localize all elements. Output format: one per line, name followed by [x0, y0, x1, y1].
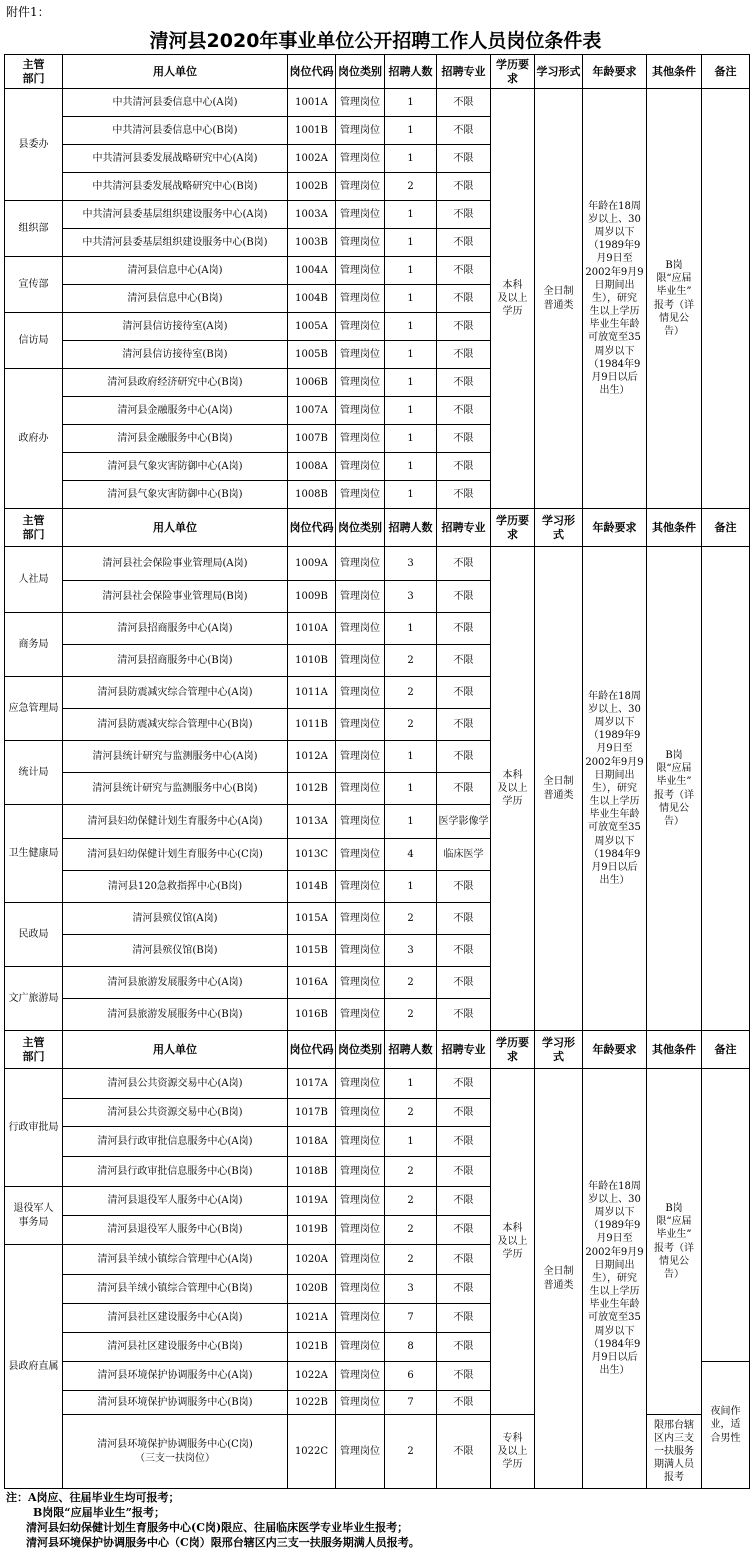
table-cell-type: 管理岗位 [335, 480, 385, 509]
table-cell-code: 1016B [287, 998, 336, 1031]
table-cell-count: 2 [384, 998, 437, 1031]
table-cell-age: 年龄在18周 岁以上、30 周岁以下 （1989年9 月9日至 2002年9月9 日期间出 生），研究 生以上学历 毕业生年龄 可放宽至35 周岁以下 （1984年9 月9日以后 出生） [582, 546, 647, 1031]
table-cell-type: 管理岗位 [335, 1215, 385, 1245]
table-cell-major: 不限 [436, 1274, 491, 1304]
table-cell-code: 1019B [287, 1215, 336, 1245]
table-cell-dept: 县政府直属 [4, 1244, 63, 1489]
table-cell-study: 全日制 普通类 [534, 546, 583, 1031]
table-cell-unit: 中共清河县委发展战略研究中心(B岗) [62, 172, 288, 201]
table-cell-unit: 清河县羊绒小镇综合管理中心(B岗) [62, 1274, 288, 1304]
table-cell-code: 1001A [287, 88, 336, 117]
table-cell-count: 3 [384, 1274, 437, 1304]
table-cell-dept: 商务局 [4, 612, 63, 677]
table-cell-major: 不限 [436, 580, 491, 613]
table-cell-dept: 人社局 [4, 546, 63, 613]
table-cell-type: 管理岗位 [335, 256, 385, 285]
table-cell-unit: 清河县环境保护协调服务中心(A岗) [62, 1361, 288, 1391]
table-cell-type: 管理岗位 [335, 838, 385, 871]
table-cell-code: 1022A [287, 1361, 336, 1391]
header-major: 招聘专业 [436, 54, 491, 89]
table-cell-count: 1 [384, 340, 437, 369]
table-cell-type: 管理岗位 [335, 998, 385, 1031]
table-cell-major: 不限 [436, 1244, 491, 1275]
table-cell-count: 2 [384, 1098, 437, 1127]
table-cell-code: 1011B [287, 708, 336, 741]
table-cell-major: 不限 [436, 452, 491, 481]
table-cell-count: 2 [384, 1215, 437, 1245]
table-cell-count: 3 [384, 546, 437, 581]
table-cell-major: 不限 [436, 480, 491, 509]
header-remark: 备注 [701, 1030, 750, 1069]
table-cell-major: 不限 [436, 1332, 491, 1362]
table-cell-major: 不限 [436, 612, 491, 645]
table-cell-code: 1006B [287, 368, 336, 397]
table-cell-dept: 文广旅游局 [4, 966, 63, 1031]
table-cell-count: 1 [384, 256, 437, 285]
header-code: 岗位代码 [287, 1030, 336, 1069]
header-code: 岗位代码 [287, 54, 336, 89]
table-cell-unit: 清河县环境保护协调服务中心(B岗) [62, 1390, 288, 1415]
table-cell-type: 管理岗位 [335, 902, 385, 935]
table-cell-code: 1007B [287, 424, 336, 453]
table-cell-major: 不限 [436, 676, 491, 709]
table-cell-type: 管理岗位 [335, 1186, 385, 1216]
table-cell-major: 不限 [436, 1186, 491, 1216]
table-cell-unit: 中共清河县委基层组织建设服务中心(B岗) [62, 228, 288, 257]
header-type: 岗位类别 [335, 1030, 385, 1069]
table-cell-unit: 清河县信息中心(A岗) [62, 256, 288, 285]
table-cell-remark: 夜间作 业，适 合男性 [701, 1361, 750, 1489]
table-cell-type: 管理岗位 [335, 452, 385, 481]
table-cell-unit: 中共清河县委信息中心(B岗) [62, 116, 288, 145]
header-dept: 主管 部门 [4, 54, 63, 89]
table-cell-type: 管理岗位 [335, 88, 385, 117]
table-cell-count: 6 [384, 1361, 437, 1391]
table-cell-code: 1005B [287, 340, 336, 369]
header-type: 岗位类别 [335, 54, 385, 89]
table-cell-major: 不限 [436, 116, 491, 145]
table-cell-unit: 清河县气象灾害防御中心(B岗) [62, 480, 288, 509]
table-cell-major: 不限 [436, 312, 491, 341]
table-cell-type: 管理岗位 [335, 708, 385, 741]
header-major: 招聘专业 [436, 1030, 491, 1069]
note-line: 清河县妇幼保健计划生育服务中心(C岗)限应、往届临床医学专业毕业生报考； [26, 1521, 409, 1534]
table-cell-type: 管理岗位 [335, 312, 385, 341]
table-cell-unit: 清河县行政审批信息服务中心(A岗) [62, 1126, 288, 1157]
table-cell-unit: 清河县行政审批信息服务中心(B岗) [62, 1156, 288, 1187]
table-cell-count: 2 [384, 676, 437, 709]
table-cell-type: 管理岗位 [335, 1244, 385, 1275]
header-dept: 主管 部门 [4, 1030, 63, 1069]
table-cell-code: 1022B [287, 1390, 336, 1415]
table-cell-major: 不限 [436, 172, 491, 201]
table-cell-major: 不限 [436, 228, 491, 257]
table-cell-count: 1 [384, 740, 437, 773]
table-cell-major: 不限 [436, 256, 491, 285]
header-other: 其他条件 [646, 1030, 702, 1069]
header-study: 学习形式 [534, 54, 583, 89]
table-cell-type: 管理岗位 [335, 1361, 385, 1391]
table-cell-code: 1003B [287, 228, 336, 257]
table-cell-unit: 清河县妇幼保健计划生育服务中心(C岗) [62, 838, 288, 871]
table-cell-study: 全日制 普通类 [534, 1068, 583, 1489]
table-cell-count: 2 [384, 172, 437, 201]
header-major: 招聘专业 [436, 508, 491, 547]
table-cell-type: 管理岗位 [335, 368, 385, 397]
table-cell-type: 管理岗位 [335, 1156, 385, 1187]
table-cell-type: 管理岗位 [335, 200, 385, 229]
table-cell-other: B岗 限“应届 毕业生” 报考（详 情见公 告） [646, 1068, 702, 1415]
table-cell-dept: 统计局 [4, 740, 63, 805]
table-cell-unit: 中共清河县委信息中心(A岗) [62, 88, 288, 117]
table-cell-code: 1002A [287, 144, 336, 173]
table-cell-count: 7 [384, 1303, 437, 1333]
table-cell-count: 1 [384, 312, 437, 341]
table-cell-unit: 清河县羊绒小镇综合管理中心(A岗) [62, 1244, 288, 1275]
table-cell-code: 1008A [287, 452, 336, 481]
table-cell-remark [701, 546, 750, 1031]
table-cell-type: 管理岗位 [335, 804, 385, 839]
table-cell-major: 不限 [436, 870, 491, 903]
header-other: 其他条件 [646, 54, 702, 89]
table-cell-count: 3 [384, 934, 437, 967]
table-cell-unit: 清河县防震减灾综合管理中心(B岗) [62, 708, 288, 741]
table-cell-edu: 本科 及以上 学历 [490, 546, 535, 1031]
table-cell-dept: 应急管理局 [4, 676, 63, 741]
table-cell-unit: 清河县金融服务中心(B岗) [62, 424, 288, 453]
table-cell-type: 管理岗位 [335, 644, 385, 677]
table-cell-unit: 清河县社区建设服务中心(B岗) [62, 1332, 288, 1362]
table-cell-unit: 清河县统计研究与监测服务中心(A岗) [62, 740, 288, 773]
table-cell-unit: 清河县信息中心(B岗) [62, 284, 288, 313]
table-cell-count: 2 [384, 708, 437, 741]
header-remark: 备注 [701, 54, 750, 89]
note-line: 注：A岗应、往届毕业生均可报考； [6, 1491, 180, 1504]
table-cell-type: 管理岗位 [335, 340, 385, 369]
table-cell-type: 管理岗位 [335, 870, 385, 903]
table-cell-code: 1017A [287, 1068, 336, 1099]
table-cell-remark [701, 1068, 750, 1362]
table-cell-count: 1 [384, 612, 437, 645]
table-cell-type: 管理岗位 [335, 284, 385, 313]
header-age: 年龄要求 [582, 54, 647, 89]
table-cell-major: 不限 [436, 396, 491, 425]
table-cell-type: 管理岗位 [335, 1098, 385, 1127]
table-cell-other: B岗 限“应届 毕业生” 报考（详 情见公 告） [646, 88, 702, 509]
table-cell-major: 不限 [436, 1361, 491, 1391]
table-cell-count: 1 [384, 772, 437, 805]
table-cell-code: 1012A [287, 740, 336, 773]
table-cell-code: 1004B [287, 284, 336, 313]
table-cell-code: 1018B [287, 1156, 336, 1187]
table-cell-unit: 清河县殡仪馆(B岗) [62, 934, 288, 967]
table-cell-code: 1021A [287, 1303, 336, 1333]
table-cell-unit: 清河县招商服务中心(B岗) [62, 644, 288, 677]
table-cell-type: 管理岗位 [335, 966, 385, 999]
table-cell-count: 2 [384, 902, 437, 935]
table-cell-dept: 信访局 [4, 312, 63, 369]
table-cell-count: 1 [384, 804, 437, 839]
table-cell-code: 1011A [287, 676, 336, 709]
table-cell-age: 年龄在18周 岁以上、30 周岁以下 （1989年9 月9日至 2002年9月9 日期间出 生），研究 生以上学历 毕业生年龄 可放宽至35 周岁以下 （1984年9 月9日以后 出生） [582, 88, 647, 509]
table-cell-age: 年龄在18周 岁以上、30 周岁以下 （1989年9 月9日至 2002年9月9 日期间出 生），研究 生以上学历 毕业生年龄 可放宽至35 周岁以下 （1984年9 月9日以后 出生） [582, 1068, 647, 1489]
table-cell-count: 1 [384, 116, 437, 145]
table-cell-unit: 清河县气象灾害防御中心(A岗) [62, 452, 288, 481]
table-cell-major: 不限 [436, 144, 491, 173]
table-cell-unit: 清河县政府经济研究中心(B岗) [62, 368, 288, 397]
table-cell-major: 不限 [436, 998, 491, 1031]
table-cell-count: 2 [384, 1244, 437, 1275]
header-count: 招聘人数 [384, 1030, 437, 1069]
table-cell-major: 不限 [436, 1303, 491, 1333]
table-cell-code: 1020B [287, 1274, 336, 1304]
table-cell-unit: 清河县统计研究与监测服务中心(B岗) [62, 772, 288, 805]
table-cell-dept: 民政局 [4, 902, 63, 967]
table-cell-code: 1015B [287, 934, 336, 967]
table-cell-code: 1013A [287, 804, 336, 839]
header-age: 年龄要求 [582, 1030, 647, 1069]
table-cell-major: 不限 [436, 934, 491, 967]
table-cell-major: 医学影像学 [436, 804, 491, 839]
table-cell-major: 不限 [436, 772, 491, 805]
table-cell-unit: 中共清河县委发展战略研究中心(A岗) [62, 144, 288, 173]
table-cell-code: 1010A [287, 612, 336, 645]
table-cell-major: 不限 [436, 1215, 491, 1245]
table-cell-edu: 专科 及以上 学历 [490, 1414, 535, 1489]
table-cell-type: 管理岗位 [335, 116, 385, 145]
table-cell-count: 1 [384, 480, 437, 509]
table-cell-code: 1003A [287, 200, 336, 229]
notes [6, 1490, 746, 1550]
table-cell-code: 1018A [287, 1126, 336, 1157]
table-cell-remark [701, 88, 750, 509]
table-cell-code: 1022C [287, 1414, 336, 1489]
table-cell-count: 1 [384, 144, 437, 173]
table-cell-dept: 行政审批局 [4, 1068, 63, 1187]
table-cell-type: 管理岗位 [335, 396, 385, 425]
table-cell-code: 1017B [287, 1098, 336, 1127]
header-edu: 学历要 求 [490, 1030, 535, 1069]
table-cell-count: 1 [384, 396, 437, 425]
table-cell-type: 管理岗位 [335, 740, 385, 773]
table-cell-code: 1010B [287, 644, 336, 677]
table-cell-dept: 组织部 [4, 200, 63, 257]
table-cell-major: 不限 [436, 902, 491, 935]
table-cell-unit: 清河县旅游发展服务中心(B岗) [62, 998, 288, 1031]
table-cell-type: 管理岗位 [335, 546, 385, 581]
table-cell-unit: 清河县120急救指挥中心(B岗) [62, 870, 288, 903]
table-cell-count: 2 [384, 1156, 437, 1187]
table-cell-major: 不限 [436, 644, 491, 677]
table-cell-count: 1 [384, 870, 437, 903]
table-cell-count: 1 [384, 1068, 437, 1099]
table-cell-unit: 清河县妇幼保健计划生育服务中心(A岗) [62, 804, 288, 839]
table-cell-type: 管理岗位 [335, 172, 385, 201]
table-cell-dept: 县委办 [4, 88, 63, 201]
table-cell-unit: 清河县社区建设服务中心(A岗) [62, 1303, 288, 1333]
table-cell-unit: 清河县社会保险事业管理局(A岗) [62, 546, 288, 581]
table-cell-other: B岗 限“应届 毕业生” 报考（详 情见公 告） [646, 546, 702, 1031]
table-cell-unit: 清河县环境保护协调服务中心(C岗) （三支一扶岗位） [62, 1414, 288, 1489]
table-cell-count: 2 [384, 966, 437, 999]
table-cell-dept: 卫生健康局 [4, 804, 63, 903]
table-cell-major: 不限 [436, 1390, 491, 1415]
table-cell-unit: 清河县殡仪馆(A岗) [62, 902, 288, 935]
table-cell-dept: 宣传部 [4, 256, 63, 313]
table-cell-major: 不限 [436, 1098, 491, 1127]
table-cell-unit: 清河县公共资源交易中心(A岗) [62, 1068, 288, 1099]
attachment-label: 附件1： [6, 5, 50, 19]
table-cell-type: 管理岗位 [335, 676, 385, 709]
header-edu: 学历要 求 [490, 508, 535, 547]
table-cell-count: 1 [384, 228, 437, 257]
table-cell-type: 管理岗位 [335, 580, 385, 613]
table-cell-code: 1020A [287, 1244, 336, 1275]
table-cell-code: 1016A [287, 966, 336, 999]
table-cell-unit: 中共清河县委基层组织建设服务中心(A岗) [62, 200, 288, 229]
table-cell-count: 2 [384, 644, 437, 677]
table-cell-major: 不限 [436, 368, 491, 397]
table-cell-count: 1 [384, 1126, 437, 1157]
header-unit: 用人单位 [62, 1030, 288, 1069]
table-cell-dept: 政府办 [4, 368, 63, 509]
table-cell-code: 1015A [287, 902, 336, 935]
table-cell-count: 1 [384, 200, 437, 229]
table-cell-code: 1009B [287, 580, 336, 613]
table-cell-major: 不限 [436, 340, 491, 369]
table-cell-major: 临床医学 [436, 838, 491, 871]
table-cell-code: 1008B [287, 480, 336, 509]
table-cell-unit: 清河县退役军人服务中心(B岗) [62, 1215, 288, 1245]
table-cell-major: 不限 [436, 546, 491, 581]
table-cell-major: 不限 [436, 200, 491, 229]
table-cell-code: 1012B [287, 772, 336, 805]
position-table [4, 54, 749, 1488]
table-cell-major: 不限 [436, 284, 491, 313]
table-cell-type: 管理岗位 [335, 1068, 385, 1099]
table-cell-other: 限邢台辖 区内三支 一扶服务 期满人员 报考 [646, 1414, 702, 1489]
header-code: 岗位代码 [287, 508, 336, 547]
header-unit: 用人单位 [62, 508, 288, 547]
table-cell-type: 管理岗位 [335, 1303, 385, 1333]
table-cell-type: 管理岗位 [335, 228, 385, 257]
table-cell-code: 1019A [287, 1186, 336, 1216]
table-cell-unit: 清河县社会保险事业管理局(B岗) [62, 580, 288, 613]
table-cell-type: 管理岗位 [335, 1274, 385, 1304]
table-cell-type: 管理岗位 [335, 1332, 385, 1362]
table-cell-unit: 清河县信访接待室(B岗) [62, 340, 288, 369]
table-cell-type: 管理岗位 [335, 1414, 385, 1489]
table-cell-count: 1 [384, 424, 437, 453]
table-cell-major: 不限 [436, 740, 491, 773]
table-cell-major: 不限 [436, 966, 491, 999]
header-age: 年龄要求 [582, 508, 647, 547]
header-study: 学习形 式 [534, 508, 583, 547]
table-cell-type: 管理岗位 [335, 1126, 385, 1157]
table-cell-code: 1007A [287, 396, 336, 425]
table-cell-count: 2 [384, 1186, 437, 1216]
table-cell-code: 1004A [287, 256, 336, 285]
table-cell-code: 1021B [287, 1332, 336, 1362]
table-cell-edu: 本科 及以上 学历 [490, 88, 535, 509]
header-dept: 主管 部门 [4, 508, 63, 547]
table-cell-code: 1005A [287, 312, 336, 341]
table-cell-count: 1 [384, 368, 437, 397]
table-cell-unit: 清河县防震减灾综合管理中心(A岗) [62, 676, 288, 709]
table-cell-major: 不限 [436, 1126, 491, 1157]
table-cell-unit: 清河县招商服务中心(A岗) [62, 612, 288, 645]
header-count: 招聘人数 [384, 508, 437, 547]
table-cell-count: 1 [384, 284, 437, 313]
header-study: 学习形 式 [534, 1030, 583, 1069]
table-cell-dept: 退役军人 事务局 [4, 1186, 63, 1245]
table-cell-major: 不限 [436, 88, 491, 117]
table-cell-count: 7 [384, 1390, 437, 1415]
header-remark: 备注 [701, 508, 750, 547]
header-edu: 学历要 求 [490, 54, 535, 89]
table-cell-count: 4 [384, 838, 437, 871]
table-cell-major: 不限 [436, 1414, 491, 1489]
table-cell-type: 管理岗位 [335, 424, 385, 453]
table-cell-unit: 清河县信访接待室(A岗) [62, 312, 288, 341]
table-cell-type: 管理岗位 [335, 772, 385, 805]
table-cell-study: 全日制 普通类 [534, 88, 583, 509]
table-cell-code: 1014B [287, 870, 336, 903]
table-cell-count: 1 [384, 88, 437, 117]
table-cell-edu: 本科 及以上 学历 [490, 1068, 535, 1415]
table-cell-major: 不限 [436, 708, 491, 741]
table-cell-unit: 清河县金融服务中心(A岗) [62, 396, 288, 425]
note-line: B岗限“应届毕业生”报考； [33, 1506, 165, 1519]
table-cell-major: 不限 [436, 1156, 491, 1187]
header-other: 其他条件 [646, 508, 702, 547]
note-line: 清河县环境保护协调服务中心（C岗）限邢台辖区内三支一扶服务期满人员报考。 [26, 1536, 420, 1549]
table-cell-code: 1009A [287, 546, 336, 581]
table-cell-unit: 清河县退役军人服务中心(A岗) [62, 1186, 288, 1216]
table-cell-major: 不限 [436, 424, 491, 453]
table-cell-code: 1001B [287, 116, 336, 145]
table-cell-type: 管理岗位 [335, 934, 385, 967]
table-cell-unit: 清河县公共资源交易中心(B岗) [62, 1098, 288, 1127]
table-cell-type: 管理岗位 [335, 1390, 385, 1415]
table-cell-code: 1002B [287, 172, 336, 201]
table-cell-type: 管理岗位 [335, 612, 385, 645]
table-cell-unit: 清河县旅游发展服务中心(A岗) [62, 966, 288, 999]
table-cell-type: 管理岗位 [335, 144, 385, 173]
table-cell-count: 3 [384, 580, 437, 613]
table-cell-code: 1013C [287, 838, 336, 871]
header-type: 岗位类别 [335, 508, 385, 547]
page-title: 清河县2020年事业单位公开招聘工作人员岗位条件表 [149, 30, 602, 52]
table-cell-count: 1 [384, 452, 437, 481]
header-count: 招聘人数 [384, 54, 437, 89]
table-cell-count: 2 [384, 1414, 437, 1489]
table-cell-major: 不限 [436, 1068, 491, 1099]
header-unit: 用人单位 [62, 54, 288, 89]
table-cell-count: 8 [384, 1332, 437, 1362]
